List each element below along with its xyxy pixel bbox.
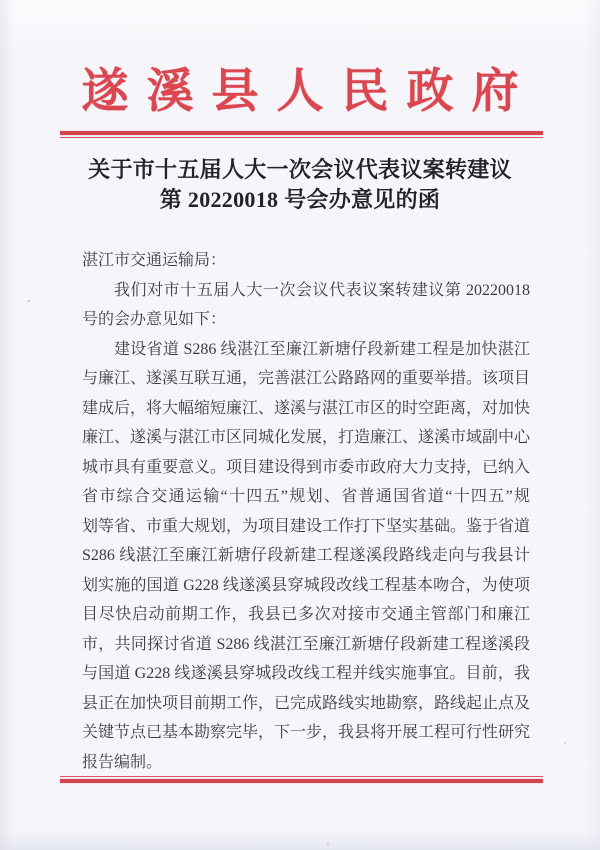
document-title-line-1: 关于市十五届人大一次会议代表议案转建议 — [88, 157, 512, 182]
body-line: 划等省、市重大规划，为项目建设工作打下坚实基础。鉴于省道 — [82, 517, 531, 535]
body-line: 县正在加快项目前期工作，已完成路线实地勘察，路线起止点及 — [82, 694, 531, 712]
letterhead-org-name: 遂溪县人民政府 — [81, 66, 537, 118]
letter-body — [82, 246, 530, 777]
body-line: 我们对市十五届人大一次会议代表议案转建议第 20220018 — [114, 281, 530, 299]
footer-thick-bar — [60, 779, 543, 783]
document-title-line-2: 第 20220018 号会办意见的函 — [159, 187, 441, 212]
scan-speckle — [27, 300, 30, 302]
body-line: 报告编制。 — [82, 753, 163, 771]
body-line: 与廉江、遂溪互联互通，完善湛江公路路网的重要举措。该项目 — [82, 370, 531, 387]
body-line: 划实施的国道 G228 线遂溪县穿城段改线工程基本吻合，为使项 — [82, 576, 530, 594]
body-line: 市，共同探讨省道 S286 线湛江至廉江新塘仔段新建工程遂溪段 — [82, 635, 530, 653]
footer-divider — [60, 776, 543, 783]
body-line: 建成后，将大幅缩短廉江、遂溪与湛江市区的时空距离，对加快 — [82, 399, 531, 417]
letterhead-divider — [60, 131, 543, 138]
body-line: S286 线湛江至廉江新塘仔段新建工程遂溪段路线走向与我县计 — [82, 547, 530, 564]
body-line: 建设省道 S286 线湛江至廉江新塘仔段新建工程是加快湛江 — [114, 340, 530, 358]
body-line: 目尽快启动前期工作，我县已多次对接市交通主管部门和廉江 — [82, 606, 530, 623]
body-line: 湛江市交通运输局： — [82, 252, 227, 269]
body-line: 号的会办意见如下： — [82, 311, 227, 328]
body-line: 省市综合交通运输“十四五”规划、省普通国省道“十四五”规 — [82, 488, 530, 505]
divider-thin-bar — [60, 137, 543, 138]
body-line: 城市具有重要意义。项目建设得到市委市政府大力支持，已纳入 — [82, 458, 531, 476]
body-line: 与国道 G228 线遂溪县穿城段改线工程并线实施事宜。目前，我 — [82, 665, 530, 682]
body-line: 关键节点已基本勘察完毕，下一步，我县将开展工程可行性研究 — [82, 724, 531, 741]
scan-speckle — [564, 742, 566, 744]
body-line: 廉江、遂溪与湛江市区同城化发展，打造廉江、遂溪市域副中心 — [82, 429, 531, 446]
scan-speckle — [327, 843, 329, 845]
document-title — [0, 155, 600, 215]
